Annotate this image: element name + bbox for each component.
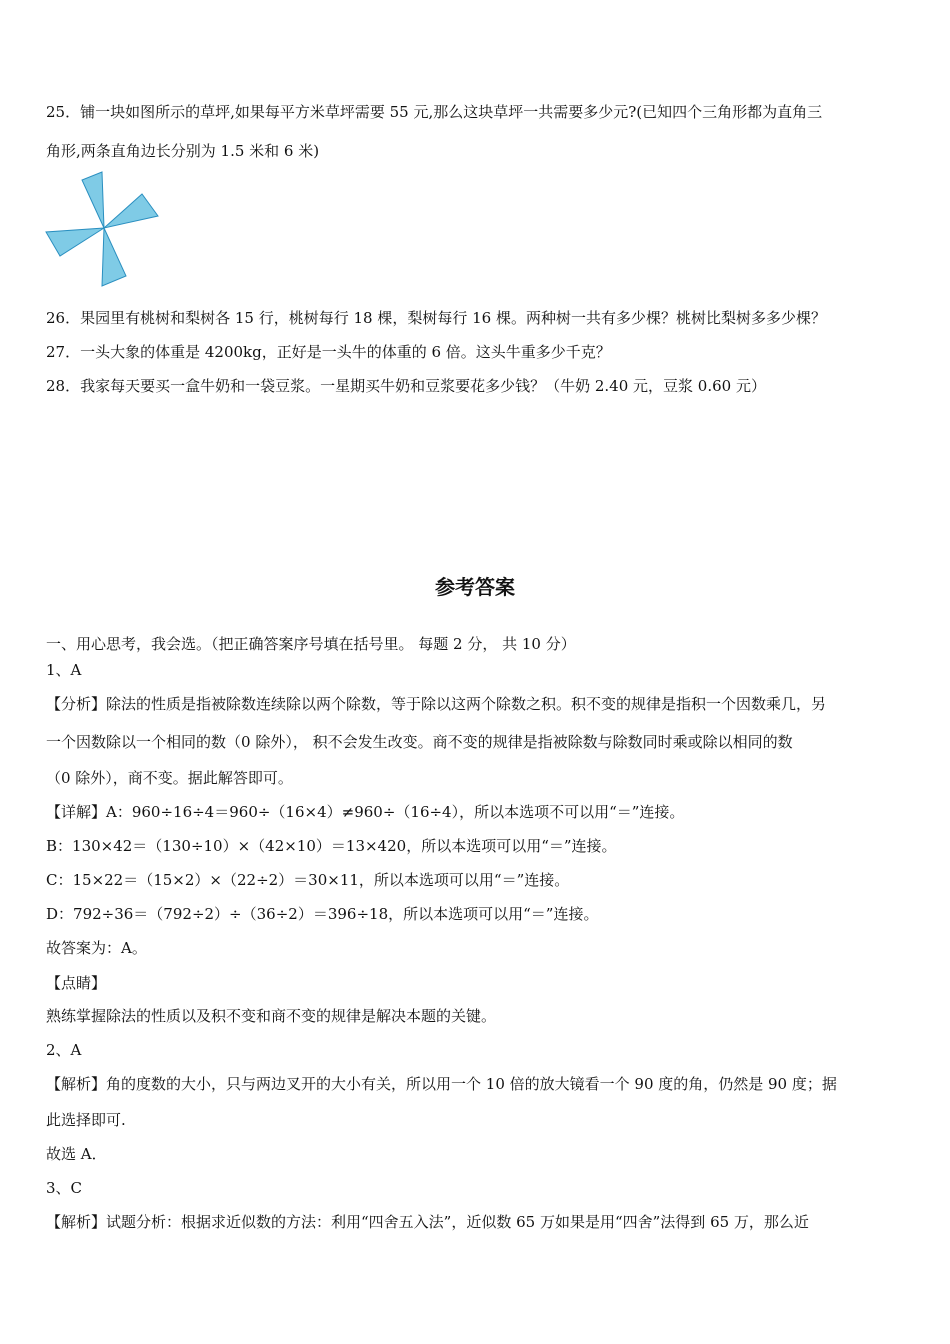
answer-3-explain-1: 【解析】试题分析：根据求近似数的方法：利用“四舍五入法”，近似数 65 万如果是用“四舍”法得到 65 万，那么近: [46, 1213, 809, 1231]
answer-1-detail-c: C：15×22＝（15×2）×（22÷2）＝30×11，所以本选项可以用“＝”连接。: [46, 871, 570, 889]
question-25-line2: 角形,两条直角边长分别为 1.5 米和 6 米): [46, 142, 320, 160]
answer-1-label: 1、A: [46, 661, 82, 679]
answer-1-detail-a: 【详解】A：960÷16÷4＝960÷（16×4）≠960÷（16÷4），所以本选项不可以用“＝”连接。: [46, 803, 685, 821]
answer-3-label: 3、C: [46, 1179, 83, 1197]
answers-title: 参考答案: [435, 575, 515, 599]
question-26: 26．果园里有桃树和梨树各 15 行，桃树每行 18 棵，梨树每行 16 棵。两种树一共有多少棵？桃树比梨树多多少棵？: [46, 309, 826, 327]
question-28: 28．我家每天要买一盒牛奶和一袋豆浆。一星期买牛奶和豆浆要花多少钱？（牛奶 2.40 元，豆浆 0.60 元）: [46, 377, 766, 395]
answer-1-tip-text: 熟练掌握除法的性质以及积不变和商不变的规律是解决本题的关键。: [46, 1007, 497, 1025]
answer-2-explain-2: 此选择即可.: [46, 1111, 126, 1129]
answer-1-conclusion: 故答案为：A。: [46, 939, 147, 957]
pinwheel-figure: [44, 170, 164, 290]
answer-1-analysis-1: 【分析】除法的性质是指被除数连续除以两个除数，等于除以这两个除数之积。积不变的规律是指积一个因数乘几，另: [46, 695, 827, 713]
answer-2-explain-1: 【解析】角的度数的大小，只与两边叉开的大小有关，所以用一个 10 倍的放大镜看一个 90 度的角，仍然是 90 度；据: [46, 1075, 837, 1093]
answer-1-tip-label: 【点睛】: [46, 974, 107, 992]
triangle-left: [46, 228, 104, 256]
answer-1-analysis-2: 一个因数除以一个相同的数（0 除外）， 积不会发生改变。商不变的规律是指被除数与除数同时乘或除以相同的数: [46, 733, 793, 751]
triangle-bottom: [102, 228, 126, 286]
answer-1-analysis-3: （0 除外），商不变。据此解答即可。: [46, 769, 293, 787]
answer-1-detail-d: D：792÷36＝（792÷2）÷（36÷2）＝396÷18，所以本选项可以用“＝”连接。: [46, 905, 599, 923]
answer-2-label: 2、A: [46, 1041, 82, 1059]
answer-1-detail-b: B：130×42＝（130÷10）×（42×10）＝13×420，所以本选项可以用“＝”连接。: [46, 837, 617, 855]
section-1-heading: 一、用心思考，我会选。（把正确答案序号填在括号里。 每题 2 分， 共 10 分）: [46, 635, 576, 653]
question-27: 27．一头大象的体重是 4200kg，正好是一头牛的体重的 6 倍。这头牛重多少千克？: [46, 343, 611, 361]
answer-2-conclusion: 故选 A．: [46, 1145, 107, 1163]
triangle-right: [104, 194, 158, 228]
triangle-top: [82, 172, 104, 228]
question-25-line1: 25．铺一块如图所示的草坪,如果每平方米草坪需要 55 元,那么这块草坪一共需要多少元?(已知四个三角形都为直角三: [46, 103, 823, 121]
